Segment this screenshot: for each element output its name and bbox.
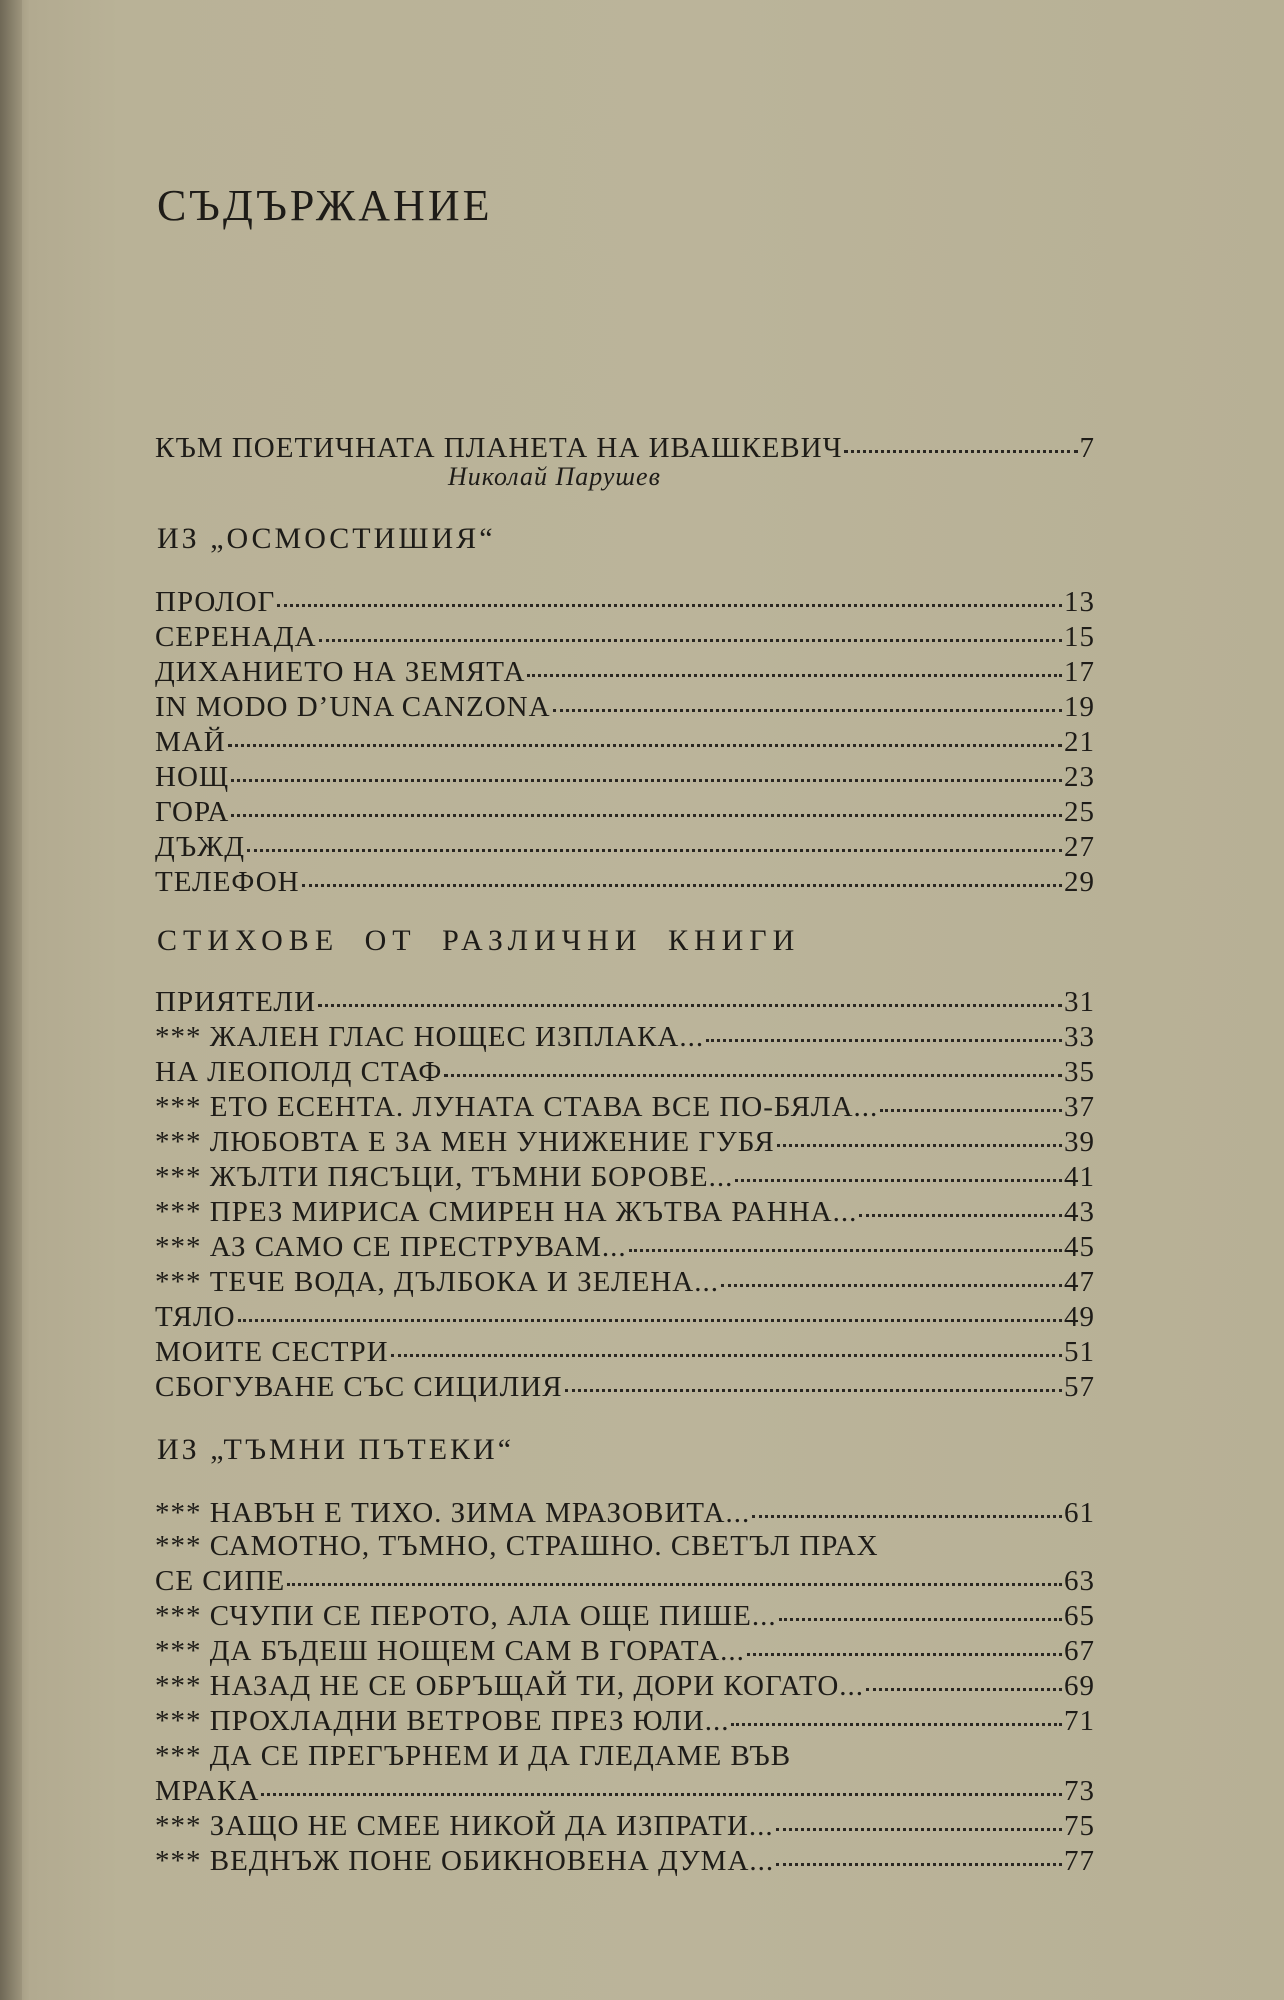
toc-entry-page: 61 [1064,1497,1095,1529]
toc-entry-page: 77 [1064,1845,1095,1877]
toc-entry [155,1021,1095,1057]
toc-entry [155,1091,1095,1127]
dot-leader [527,674,1062,677]
toc-entry-title-continuation: СЕ СИПЕ [155,1565,286,1597]
toc-entry-page: 45 [1064,1231,1095,1263]
toc-entry-title: *** ЖЪЛТИ ПЯСЪЦИ, ТЪМНИ БОРОВЕ... [155,1161,734,1193]
toc-entry-page: 51 [1064,1336,1095,1368]
dot-leader [302,884,1062,887]
toc-entry-page: 75 [1064,1810,1095,1842]
toc-entry-title: ДЪЖД [155,831,246,863]
toc-entry-page: 17 [1064,656,1095,688]
dot-leader [565,1389,1062,1392]
toc-entry-title: СБОГУВАНЕ СЪС СИЦИЛИЯ [155,1371,563,1403]
dot-leader [776,1828,1062,1831]
dot-leader [859,1214,1062,1217]
toc-entry [155,1600,1095,1636]
toc-entry [155,1810,1095,1846]
dot-leader [231,779,1062,782]
page-title: СЪДЪРЖАНИЕ [157,181,493,230]
toc-entry-title: ПРОЛОГ [155,586,276,618]
dot-leader [231,814,1062,817]
dot-leader [277,604,1062,607]
toc-entry-title: *** ДА СЕ ПРЕГЪРНЕМ И ДА ГЛЕДАМЕ ВЪВ [155,1740,792,1772]
toc-entry-page: 47 [1064,1266,1095,1298]
dot-leader [777,1144,1062,1147]
toc-entry-page: 29 [1064,866,1095,898]
dot-leader [880,1109,1062,1112]
toc-entry-page: 65 [1064,1600,1095,1632]
toc-entry [155,796,1095,832]
toc-entry [155,1266,1095,1302]
dot-leader [779,1618,1062,1621]
dot-leader [721,1284,1062,1287]
toc-entry-page: 37 [1064,1091,1095,1123]
book-gutter [0,0,22,2000]
toc-entry-page: 73 [1064,1775,1095,1807]
toc-entry-title: *** ЗАЩО НЕ СМЕЕ НИКОЙ ДА ИЗПРАТИ... [155,1810,774,1842]
toc-entry-title: *** САМОТНО, ТЪМНО, СТРАШНО. СВЕТЪЛ ПРАХ [155,1530,879,1562]
dot-leader [747,1653,1062,1656]
section-heading: ИЗ „ТЪМНИ ПЪТЕКИ“ [157,1433,515,1466]
toc-entry [155,1497,1095,1533]
toc-entry-title: ТЕЛЕФОН [155,866,300,898]
toc-entry-page: 13 [1064,586,1095,618]
toc-entry [155,1196,1095,1232]
toc-entry [155,1775,1095,1811]
toc-entry-page: 21 [1064,726,1095,758]
dot-leader [261,1793,1062,1796]
dot-leader [776,1863,1062,1866]
toc-entry-title: НА ЛЕОПОЛД СТАФ [155,1056,443,1088]
toc-entry [155,1371,1095,1407]
toc-entry-page: 27 [1064,831,1095,863]
toc-entry-title: *** НАВЪН Е ТИХО. ЗИМА МРАЗОВИТА... [155,1497,751,1529]
toc-entry-title: ТЯЛО [155,1301,236,1333]
toc-entry [155,1126,1095,1162]
dot-leader [319,639,1062,642]
toc-entry-title: IN MODO D’UNA CANZONA [155,691,551,723]
intro-author: Николай Парушев [448,462,661,491]
toc-entry-page: 23 [1064,761,1095,793]
toc-entry [155,1705,1095,1741]
dot-leader [391,1354,1062,1357]
dot-leader [228,744,1062,747]
toc-entry [155,831,1095,867]
toc-entry-title: *** ЖАЛЕН ГЛАС НОЩЕС ИЗПЛАКА... [155,1021,705,1053]
toc-entry-title: *** АЗ САМО СЕ ПРЕСТРУВАМ... [155,1231,627,1263]
toc-entry-title: СЕРЕНАДА [155,621,317,653]
toc-entry-title: *** НАЗАД НЕ СЕ ОБРЪЩАЙ ТИ, ДОРИ КОГАТО... [155,1670,865,1702]
toc-entry-title: ПРИЯТЕЛИ [155,986,317,1018]
toc-entry-page: 39 [1064,1126,1095,1158]
dot-leader [706,1039,1062,1042]
toc-entry-title: *** ПРОХЛАДНИ ВЕТРОВЕ ПРЕЗ ЮЛИ... [155,1705,730,1737]
toc-entry [155,621,1095,657]
dot-leader [247,849,1062,852]
toc-entry [155,586,1095,622]
toc-entry-page: 49 [1064,1301,1095,1333]
toc-entry-title: КЪМ ПОЕТИЧНАТА ПЛАНЕТА НА ИВАШКЕВИЧ [155,432,843,464]
toc-entry-title: *** СЧУПИ СЕ ПЕРОТО, АЛА ОЩЕ ПИШЕ... [155,1600,777,1632]
toc-entry [155,1301,1095,1337]
toc-entry [155,1670,1095,1706]
toc-entry [155,726,1095,762]
toc-entry [155,986,1095,1022]
dot-leader [735,1179,1062,1182]
toc-entry-page: 7 [1079,432,1095,464]
dot-leader [844,450,1077,453]
dot-leader [752,1515,1062,1518]
toc-entry [155,866,1095,902]
toc-entry-title: МОИТЕ СЕСТРИ [155,1336,389,1368]
toc-entry-page: 41 [1064,1161,1095,1193]
dot-leader [629,1249,1062,1252]
toc-entry [155,1056,1095,1092]
toc-entry-title: ДИХАНИЕТО НА ЗЕМЯТА [155,656,526,688]
section-heading: ИЗ „ОСМОСТИШИЯ“ [157,522,496,555]
section-heading: СТИХОВЕ ОТ РАЗЛИЧНИ КНИГИ [157,924,801,957]
dot-leader [287,1583,1062,1586]
dot-leader [444,1074,1062,1077]
toc-entry [155,1336,1095,1372]
toc-entry-title: *** ДА БЪДЕШ НОЩЕМ САМ В ГОРАТА... [155,1635,745,1667]
dot-leader [866,1688,1062,1691]
dot-leader [731,1723,1062,1726]
toc-entry-page: 57 [1064,1371,1095,1403]
toc-entry [155,691,1095,727]
toc-entry-page: 69 [1064,1670,1095,1702]
toc-entry-page: 67 [1064,1635,1095,1667]
toc-entry-title-continuation: МРАКА [155,1775,260,1807]
dot-leader [553,709,1062,712]
toc-entry-title: *** ЕТО ЕСЕНТА. ЛУНАТА СТАВА ВСЕ ПО-БЯЛА... [155,1091,879,1123]
toc-entry-page: 63 [1064,1565,1095,1597]
toc-entry-page: 35 [1064,1056,1095,1088]
toc-entry-page: 25 [1064,796,1095,828]
toc-entry-title: МАЙ [155,726,226,758]
toc-entry-title: НОЩ [155,761,230,793]
toc-entry [155,1565,1095,1601]
toc-entry-page: 31 [1064,986,1095,1018]
toc-entry [155,1845,1095,1881]
toc-entry [155,1231,1095,1267]
toc-entry-title: *** ПРЕЗ МИРИСА СМИРЕН НА ЖЪТВА РАННА... [155,1196,858,1228]
dot-leader [238,1319,1062,1322]
toc-entry-title: *** ВЕДНЪЖ ПОНЕ ОБИКНОВЕНА ДУМА... [155,1845,775,1877]
dot-leader [318,1004,1062,1007]
toc-entry-title: *** ТЕЧЕ ВОДА, ДЪЛБОКА И ЗЕЛЕНА... [155,1266,719,1298]
toc-entry-page: 33 [1064,1021,1095,1053]
toc-entry [155,1635,1095,1671]
toc-entry-page: 15 [1064,621,1095,653]
toc-entry-page: 71 [1064,1705,1095,1737]
toc-entry-page: 19 [1064,691,1095,723]
toc-entry-page: 43 [1064,1196,1095,1228]
toc-entry-title: ГОРА [155,796,230,828]
toc-entry-title: *** ЛЮБОВТА Е ЗА МЕН УНИЖЕНИЕ ГУБЯ [155,1126,775,1158]
toc-entry [155,761,1095,797]
toc-entry [155,1161,1095,1197]
toc-entry [155,656,1095,692]
